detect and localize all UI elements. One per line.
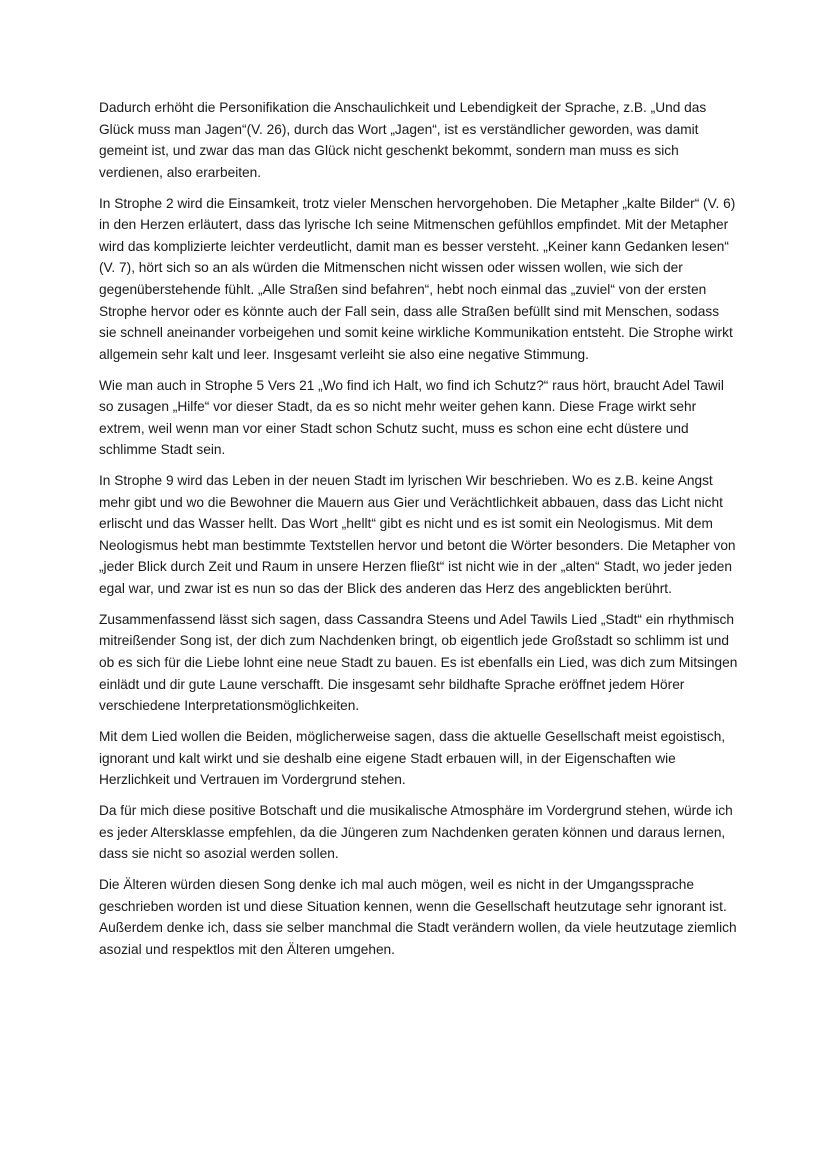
document-body (99, 97, 739, 969)
paragraph-strophe-5: Wie man auch in Strophe 5 Vers 21 „Wo find ich Halt, wo find ich Schutz?“ raus hört, braucht Adel Tawil so zusagen „Hilfe“ vor dieser Stadt, da es so nicht mehr weiter gehen kann. Diese Frage wirkt sehr extrem, weil wenn man vor einer Stadt schon Schutz sucht, muss es schon eine echt düstere und schlimme Stadt sein. (99, 377, 724, 458)
paragraph-summary: Zusammenfassend lässt sich sagen, dass Cassandra Steens und Adel Tawils Lied „Stadt“ ein rhythmisch mitreißender Song ist, der dich zum Nachdenken bringt, ob eigentlich jede Großstadt so schlimm ist und ob es sich für die Liebe lohnt eine neue Stadt zu bauen. Es ist ebenfalls ein Lied, was dich zum Mitsingen einlädt und dir gute Laune verschafft. Die insgesamt sehr bildhafte Sprache eröffnet jedem Hörer verschiedene Interpretationsmöglichkeiten. (99, 611, 738, 714)
paragraph-older-listeners: Die Älteren würden diesen Song denke ich mal auch mögen, weil es nicht in der Umgangssprache geschrieben worden ist und diese Situation kennen, wenn die Gesellschaft heutzutage sehr ignorant ist. Außerdem denke ich, dass sie selber manchmal die Stadt verändern wollen, da viele heutzutage ziemlich asozial und respektlos mit den Älteren umgehen. (99, 876, 737, 957)
paragraph-recommendation: Da für mich diese positive Botschaft und die musikalische Atmosphäre im Vordergrund stehen, würde ich es jeder Altersklasse empfehlen, da die Jüngeren zum Nachdenken geraten können und daraus lernen, dass sie nicht so asozial werden sollen. (99, 802, 733, 862)
paragraph-message: Mit dem Lied wollen die Beiden, möglicherweise sagen, dass die aktuelle Gesellschaft meist egoistisch, ignorant und kalt wirkt und sie deshalb eine eigene Stadt erbauen will, in der Eigenschaften wie Herzlichkeit und Vertrauen im Vordergrund stehen. (99, 728, 726, 788)
paragraph-strophe-9: In Strophe 9 wird das Leben in der neuen Stadt im lyrischen Wir beschrieben. Wo es z.B. keine Angst mehr gibt und wo die Bewohner die Mauern aus Gier und Verächtlichkeit abbauen, dass das Licht nicht erlischt und das Wasser hellt. Das Wort „hellt“ gibt es nicht und es ist somit ein Neologismus. Mit dem Neologismus hebt man bestimmte Textstellen hervor und betont die Wörter besonders. Die Metapher von „jeder Blick durch Zeit und Raum in unsere Herzen fließt“ ist nicht wie in der „alten“ Stadt, wo jeder jeden egal war, und zwar ist es nun so das der Blick des anderen das Herz des angeblickten berührt. (99, 473, 736, 597)
paragraph-strophe-2: In Strophe 2 wird die Einsamkeit, trotz vieler Menschen hervorgehoben. Die Metapher „kalte Bilder“ (V. 6) in den Herzen erläutert, dass das lyrische Ich seine Mitmenschen gefühllos empfindet. Mit der Metapher wird das komplizierte leichter verdeutlicht, damit man es besser versteht. „Keiner kann Gedanken lesen“ (V. 7), hört sich so an als würden die Mitmenschen nicht wissen oder wissen wollen, wie sich der gegenüberstehende fühlt. „Alle Straßen sind befahren“, hebt noch einmal das „zuviel“ von der ersten Strophe hervor oder es könnte auch der Fall sein, dass alle Straßen befüllt sind mit Menschen, sodass sie schnell aneinander vorbeigehen und somit keine wirkliche Kommunikation entsteht. Die Strophe wirkt allgemein sehr kalt und leer. Insgesamt verleiht sie also eine negative Stimmung. (99, 195, 736, 362)
paragraph-personification: Dadurch erhöht die Personifikation die Anschaulichkeit und Lebendigkeit der Sprache, z.B. „Und das Glück muss man Jagen“(V. 26), durch das Wort „Jagen“, ist es verständlicher geworden, was damit gemeint ist, und zwar das man das Glück nicht geschenkt bekommt, sondern man muss es sich verdienen, also erarbeiten. (99, 100, 707, 180)
